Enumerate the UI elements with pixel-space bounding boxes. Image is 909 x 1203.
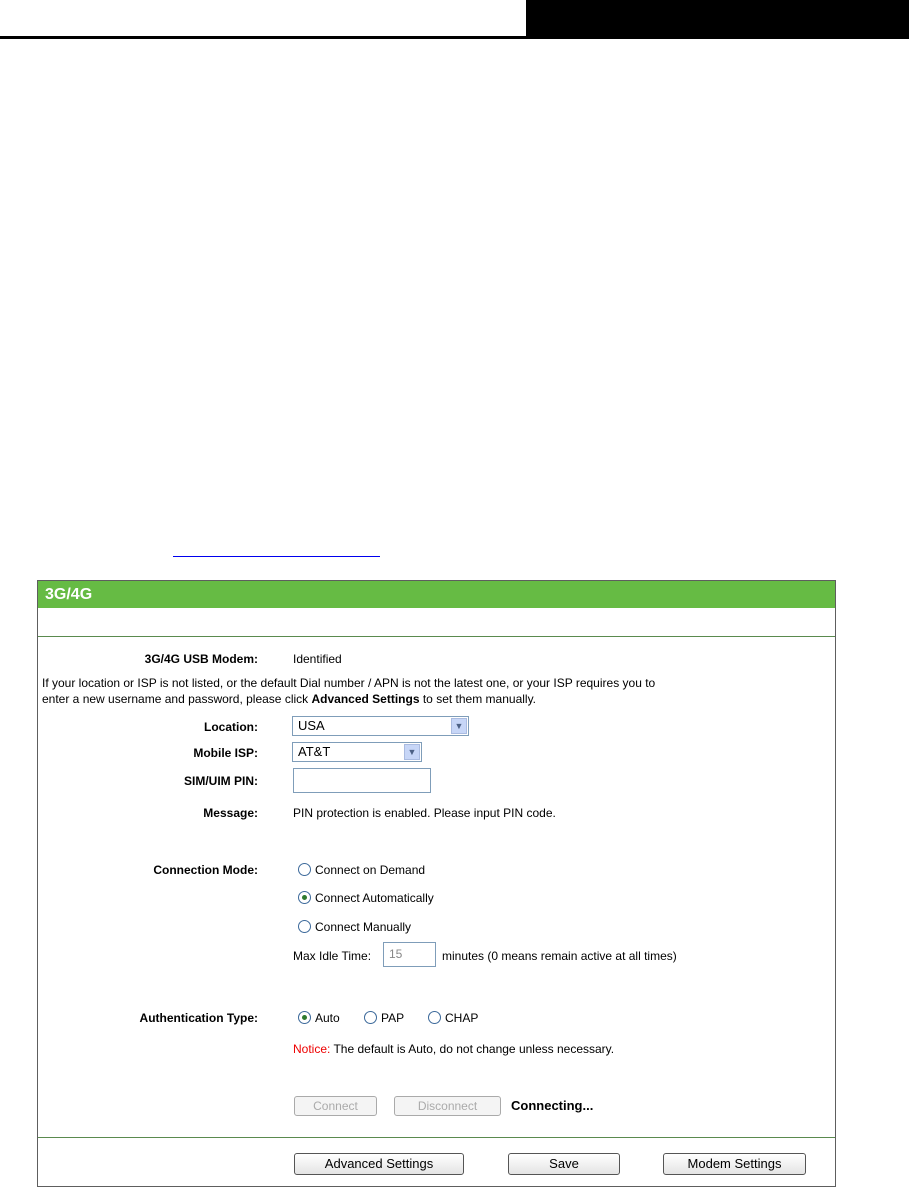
connect-button[interactable]: Connect <box>294 1096 377 1116</box>
document-header-block <box>526 0 909 39</box>
connection-status: Connecting... <box>511 1098 594 1113</box>
radio-auth-pap[interactable] <box>364 1010 404 1026</box>
radio-auth-chap[interactable] <box>428 1010 478 1026</box>
radio-auth-pap-label: PAP <box>381 1011 405 1025</box>
radio-connect-automatically-label: Connect Automatically <box>315 891 434 905</box>
radio-icon[interactable] <box>364 1011 377 1024</box>
radio-selected-icon[interactable] <box>298 1011 311 1024</box>
radio-auth-auto-label: Auto <box>315 1011 340 1025</box>
radio-connect-on-demand[interactable] <box>298 862 425 878</box>
modem-status: Identified <box>293 652 342 666</box>
radio-auth-chap-label: CHAP <box>445 1011 479 1025</box>
location-select[interactable] <box>292 716 469 736</box>
notice-body: The default is Auto, do not change unless necessary. <box>330 1042 615 1056</box>
mobile-isp-select[interactable] <box>292 742 422 762</box>
modem-settings-button[interactable]: Modem Settings <box>663 1153 806 1175</box>
sim-pin-label: SIM/UIM PIN: <box>184 774 258 788</box>
advanced-settings-button[interactable]: Advanced Settings <box>294 1153 464 1175</box>
message-text: PIN protection is enabled. Please input PIN code. <box>293 806 556 820</box>
document-header-rule <box>0 36 526 39</box>
chevron-down-icon: ▼ <box>404 744 420 760</box>
location-label: Location: <box>204 720 258 734</box>
notice-text <box>293 1042 614 1056</box>
sim-pin-input[interactable] <box>293 768 431 793</box>
divider <box>38 636 835 637</box>
info-advanced-settings-ref: Advanced Settings <box>311 692 420 706</box>
connection-mode-label: Connection Mode: <box>153 863 258 877</box>
radio-connect-automatically[interactable] <box>298 890 434 906</box>
info-text <box>42 675 822 707</box>
max-idle-label: Max Idle Time: <box>293 949 372 963</box>
radio-icon[interactable] <box>428 1011 441 1024</box>
radio-selected-icon[interactable] <box>298 891 311 904</box>
radio-icon[interactable] <box>298 920 311 933</box>
info-line-2-suffix: to set them manually. <box>419 692 537 706</box>
info-line-1: If your location or ISP is not listed, or the default Dial number / APN is not the latest one, or your ISP requires you to <box>42 676 656 690</box>
settings-panel <box>37 580 836 1187</box>
notice-prefix: Notice: <box>293 1042 331 1056</box>
panel-title: 3G/4G <box>38 581 835 608</box>
location-value: USA <box>298 718 325 733</box>
max-idle-suffix: minutes (0 means remain active at all times) <box>442 949 677 963</box>
message-label: Message: <box>203 806 258 820</box>
info-line-2 <box>42 691 822 707</box>
mobile-isp-label: Mobile ISP: <box>193 746 258 760</box>
mobile-isp-value: AT&T <box>298 744 331 759</box>
radio-connect-manually-label: Connect Manually <box>315 920 412 934</box>
disconnect-button[interactable]: Disconnect <box>394 1096 501 1116</box>
chevron-down-icon: ▼ <box>451 718 467 734</box>
modem-label: 3G/4G USB Modem: <box>144 652 258 666</box>
radio-icon[interactable] <box>298 863 311 876</box>
save-button[interactable]: Save <box>508 1153 620 1175</box>
radio-auth-auto[interactable] <box>298 1010 340 1026</box>
auth-type-label: Authentication Type: <box>139 1011 258 1025</box>
divider <box>38 1137 835 1138</box>
max-idle-input[interactable]: 15 <box>383 942 436 967</box>
radio-connect-on-demand-label: Connect on Demand <box>315 863 426 877</box>
radio-connect-manually[interactable] <box>298 919 411 935</box>
info-line-2-prefix: enter a new username and password, please click <box>42 692 312 706</box>
document-link-underline[interactable] <box>173 541 380 557</box>
